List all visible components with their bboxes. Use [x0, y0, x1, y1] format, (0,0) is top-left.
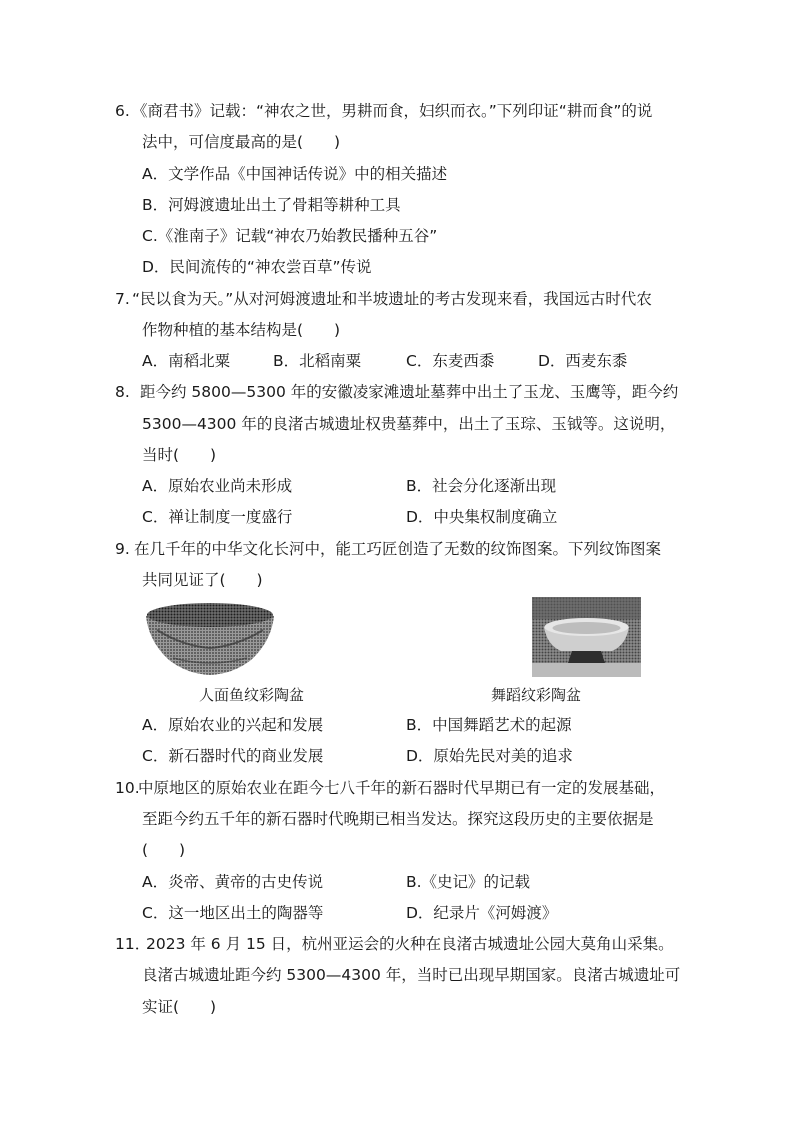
question-10-stem-line-2: 至距今约五千年的新石器时代晚期已相当发达。探究这段历史的主要依据是 — [142, 810, 654, 828]
question-7-option-a: A．南稻北粟 — [142, 352, 231, 370]
caption-human-face-fish-basin: 人面鱼纹彩陶盆 — [199, 686, 305, 704]
question-9-number: 9. — [115, 540, 130, 558]
question-8-option-a: A．原始农业尚未形成 — [142, 477, 293, 495]
question-6-stem-line-1: 《商君书》记载：“神农之世，男耕而食，妇织而衣。”下列印证“耕而食”的说 — [132, 102, 653, 120]
question-11-stem-line-2: 良渚古城遗址距今约 5300—4300 年，当时已出现早期国家。良渚古城遗址可 — [142, 966, 681, 984]
caption-dancing-pattern-basin: 舞蹈纹彩陶盆 — [491, 686, 582, 704]
question-11-stem-line-1: 2023 年 6 月 15 日，杭州亚运会的火种在良渚古城遗址公园大莫角山采集。 — [146, 935, 674, 953]
dancing-pattern-basin-image — [532, 597, 641, 677]
question-6-stem-line-2: 法中，可信度最高的是( ) — [142, 133, 341, 151]
human-face-fish-basin-image — [143, 598, 277, 676]
question-8-option-c: C．禅让制度一度盛行 — [142, 508, 293, 526]
question-7-option-b: B．北稻南粟 — [273, 352, 362, 370]
question-7-stem-line-2: 作物种植的基本结构是( ) — [142, 321, 341, 339]
question-8-stem-line-2: 5300—4300 年的良渚古城遗址权贵墓葬中，出土了玉琮、玉钺等。这说明， — [142, 415, 676, 433]
question-10-option-c: C．这一地区出土的陶器等 — [142, 904, 324, 922]
question-11-stem-line-3: 实证( ) — [142, 998, 217, 1016]
question-7-option-c: C．东麦西黍 — [406, 352, 495, 370]
question-7-number: 7. — [115, 290, 130, 308]
question-7-option-d: D．西麦东黍 — [538, 352, 628, 370]
question-10-option-d: D．纪录片《河姆渡》 — [406, 904, 558, 922]
question-10-stem-line-1: 中原地区的原始农业在距今七八千年的新石器时代早期已有一定的发展基础， — [138, 779, 666, 797]
question-11-number: 11． — [115, 935, 151, 953]
question-10-number: 10. — [115, 779, 140, 797]
question-6-option-c: C.《淮南子》记载“神农乃始教民播种五谷” — [142, 227, 438, 245]
question-6-option-a: A．文学作品《中国神话传说》中的相关描述 — [142, 165, 448, 183]
question-8-option-b: B．社会分化逐渐出现 — [406, 477, 557, 495]
question-8-option-d: D．中央集权制度确立 — [406, 508, 558, 526]
question-8-stem-line-3: 当时( ) — [142, 446, 217, 464]
question-7-stem-line-1: “民以食为天。”从对河姆渡遗址和半坡遗址的考古发现来看，我国远古时代农 — [132, 290, 652, 308]
question-9-stem-line-2: 共同见证了( ) — [142, 571, 263, 589]
question-6-option-b: B．河姆渡遗址出土了骨耜等耕种工具 — [142, 196, 401, 214]
question-10-option-b: B.《史记》的记载 — [406, 873, 531, 891]
question-9-option-c: C．新石器时代的商业发展 — [142, 747, 324, 765]
question-10-stem-line-3: ( ) — [142, 841, 186, 859]
question-9-option-d: D．原始先民对美的追求 — [406, 747, 573, 765]
question-8-stem-line-1: 距今约 5800—5300 年的安徽凌家滩遗址墓葬中出土了玉龙、玉鹰等，距今约 — [140, 383, 679, 401]
question-6-number: 6. — [115, 102, 130, 120]
question-8-number: 8. — [115, 383, 130, 401]
question-10-option-a: A．炎帝、黄帝的古史传说 — [142, 873, 324, 891]
question-9-option-a: A．原始农业的兴起和发展 — [142, 716, 324, 734]
question-9-option-b: B．中国舞蹈艺术的起源 — [406, 716, 572, 734]
question-6-option-d: D．民间流传的“神农尝百草”传说 — [142, 258, 372, 276]
question-9-stem-line-1: 在几千年的中华文化长河中，能工巧匠创造了无数的纹饰图案。下列纹饰图案 — [134, 540, 662, 558]
